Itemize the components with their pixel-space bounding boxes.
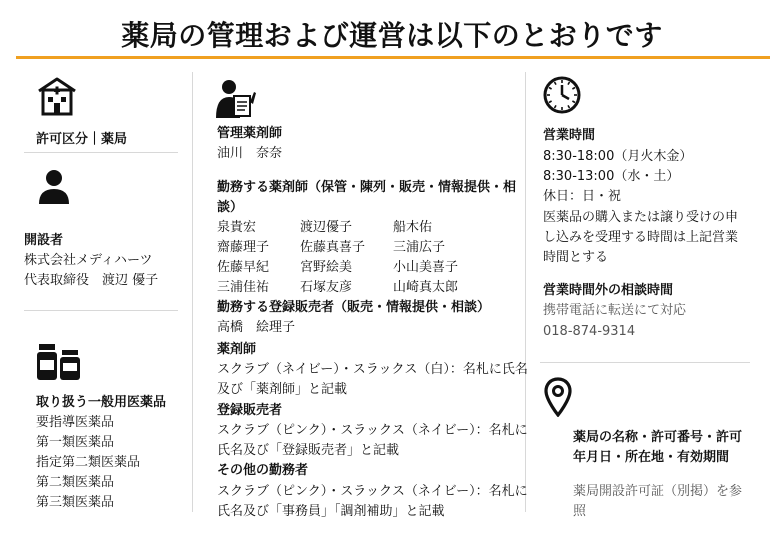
business-hours-weekdays: 8:30-18:00（月火木金） xyxy=(543,149,693,164)
clock-icon xyxy=(542,75,582,115)
right-divider xyxy=(540,362,750,363)
left-divider-2 xyxy=(24,310,178,311)
pharmacist-name: 三浦佳祐 xyxy=(217,280,270,295)
medicine-bottles-icon xyxy=(36,342,82,382)
pharmacist-name: 佐藤真喜子 xyxy=(300,240,366,255)
registered-seller-heading: 勤務する登録販売者（販売・情報提供・相談） xyxy=(217,300,491,315)
purchase-acceptance-note: 医薬品の購入または譲り受けの申 xyxy=(543,210,739,225)
business-hours-heading: 営業時間 xyxy=(543,128,596,143)
founder-heading: 開設者 xyxy=(24,233,64,248)
uniform-other-text-cont: 氏名及び「事務員」「調剤補助」と記載 xyxy=(217,504,445,519)
registered-seller-name: 高橋 絵理子 xyxy=(217,320,296,335)
pharmacist-name: 佐藤早紀 xyxy=(217,260,270,275)
manager-pharmacist-heading: 管理薬剤師 xyxy=(217,126,283,141)
uniform-pharmacist-heading: 薬剤師 xyxy=(217,342,257,357)
license-info-text: 薬局開設許可証（別掲）を参 xyxy=(573,484,743,499)
pharmacist-name: 船木佑 xyxy=(393,220,433,235)
pharmacy-building-icon xyxy=(36,75,78,117)
holidays: 休日：日・祝 xyxy=(543,189,622,204)
column-divider-left xyxy=(192,72,193,512)
license-info-heading: 薬局の名称・許可番号・許可 xyxy=(573,430,743,445)
person-icon xyxy=(36,168,72,206)
medicine-item: 指定第二類医薬品 xyxy=(36,455,141,470)
after-hours-heading: 営業時間外の相談時間 xyxy=(543,283,674,298)
pharmacist-name: 渡辺優子 xyxy=(300,220,353,235)
page-title: 薬局の管理および運営は以下のとおりです xyxy=(121,19,663,52)
pharmacist-name: 石塚友彦 xyxy=(300,280,353,295)
founder-representative: 代表取締役 渡辺 優子 xyxy=(24,273,159,288)
location-pin-icon xyxy=(544,377,572,417)
uniform-pharmacist-text: スクラブ（ネイビー）・スラックス（白）：名札に氏名 xyxy=(217,362,528,377)
uniform-registered-text-cont: 氏名及び「登録販売者」と記載 xyxy=(217,443,400,458)
uniform-other-heading: その他の勤務者 xyxy=(217,463,309,478)
after-hours-text: 携帯電話に転送にて対応 xyxy=(543,303,687,318)
phone-number: 018-874-9314 xyxy=(543,324,636,339)
purchase-acceptance-note-end: 時間とする xyxy=(543,250,609,265)
pharmacist-name: 宮野絵美 xyxy=(300,260,353,275)
pharmacists-heading: 勤務する薬剤師（保管・陳列・販売・情報提供・相 xyxy=(217,180,517,195)
manager-pharmacist-name: 油川 奈奈 xyxy=(217,146,283,161)
medicine-item: 第三類医薬品 xyxy=(36,495,115,510)
pharmacist-name: 齋藤理子 xyxy=(217,240,270,255)
uniform-pharmacist-text-cont: 及び「薬剤師」と記載 xyxy=(217,382,348,397)
license-category: 許可区分｜薬局 xyxy=(36,132,128,147)
uniform-registered-text: スクラブ（ピンク）・スラックス（ネイビー）：名札に xyxy=(217,423,528,438)
medicine-item: 第一類医薬品 xyxy=(36,435,115,450)
pharmacists-heading-cont: 談） xyxy=(217,200,244,215)
left-divider-1 xyxy=(24,152,178,153)
title-underline xyxy=(16,56,770,59)
pharmacist-name: 泉貴宏 xyxy=(217,220,257,235)
column-divider-right xyxy=(525,72,526,512)
otc-medicine-heading: 取り扱う一般用医薬品 xyxy=(36,395,167,410)
founder-company: 株式会社メディハーツ xyxy=(24,253,153,268)
pharmacist-name: 山崎真太郎 xyxy=(393,280,459,295)
medicine-item: 要指導医薬品 xyxy=(36,415,115,430)
medicine-item: 第二類医薬品 xyxy=(36,475,115,490)
uniform-registered-heading: 登録販売者 xyxy=(217,403,283,418)
business-hours-wed-sat: 8:30-13:00（水・土） xyxy=(543,169,680,184)
pharmacist-name: 小山美喜子 xyxy=(393,260,459,275)
license-info-heading-cont: 年月日・所在地・有効期間 xyxy=(573,450,730,465)
uniform-other-text: スクラブ（ピンク）・スラックス（ネイビー）：名札に xyxy=(217,484,528,499)
purchase-acceptance-note-cont: し込みを受理する時間は上記営業 xyxy=(543,230,739,245)
license-info-text-cont: 照 xyxy=(573,504,587,519)
pharmacist-name: 三浦広子 xyxy=(393,240,446,255)
pharmacist-with-clipboard-icon xyxy=(214,78,258,120)
